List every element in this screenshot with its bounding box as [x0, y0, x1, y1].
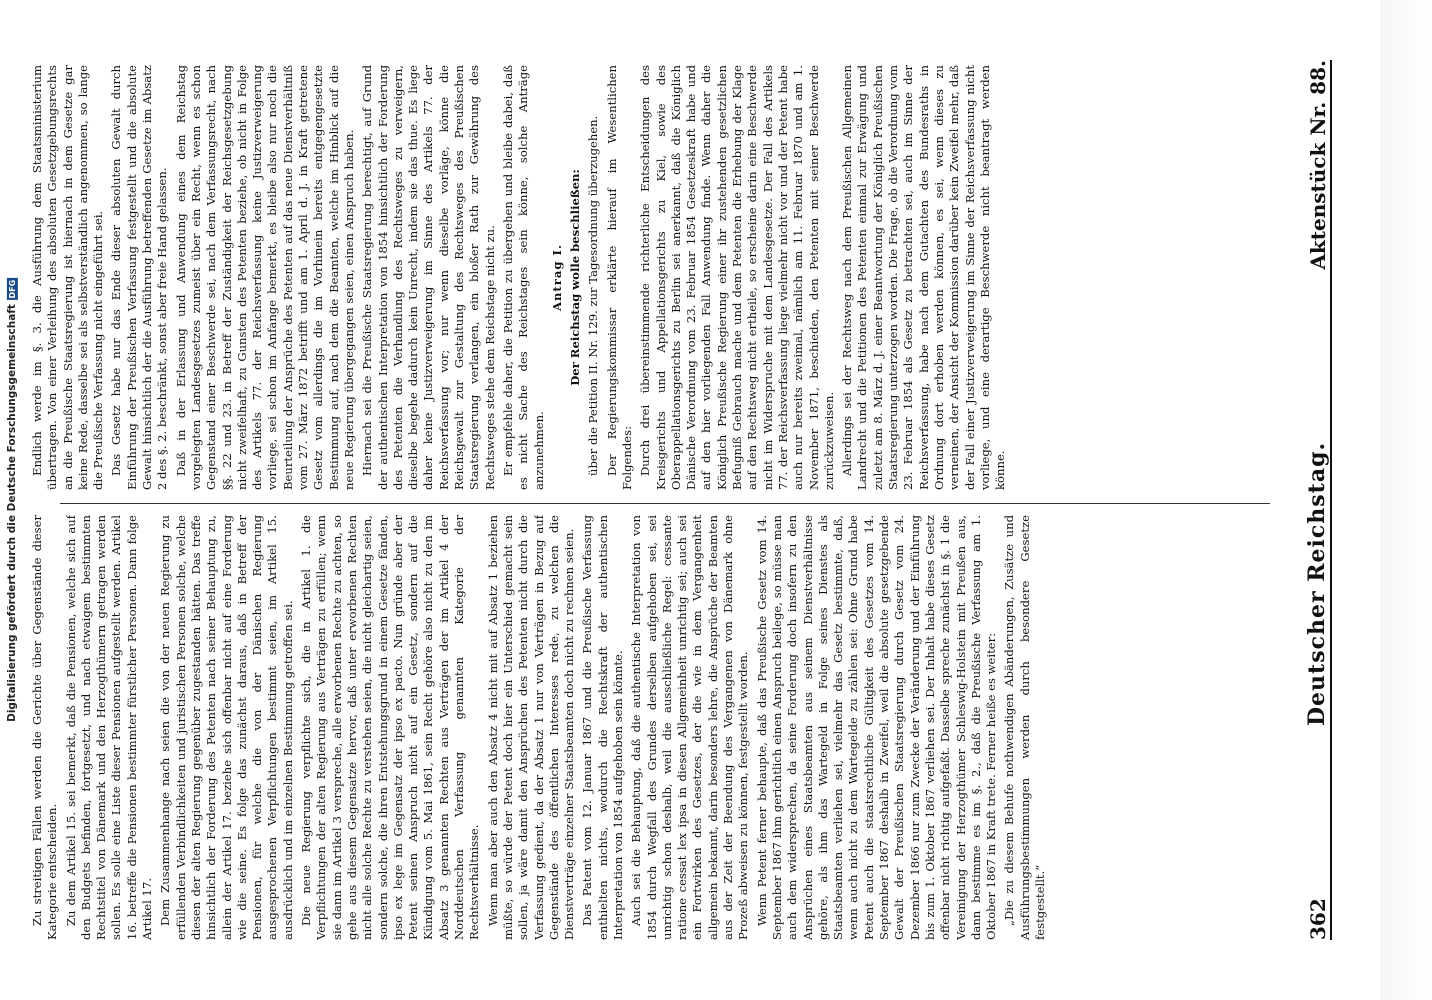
page-header	[1290, 60, 1332, 940]
dfg-logo-icon: DFG	[7, 279, 17, 299]
paragraph: Wenn man aber auch den Absatz 4 nicht mit auf Absatz 1 beziehen müßte, so würde der Petent doch hier ein Unterschied gemacht sein sollen, ja wäre damit den Ansprüchen des Petenten nicht durch die Verfassung gedient, da der Absatz 1 nur von Verträgen in Bezug auf Gegenstände des öffentlichen Interesses rede, zu welchen die Dienstverträge einzelner Staatsbeamten doch nicht zu rechnen seien.	[485, 515, 577, 940]
paragraph: Zu dem Artikel 15. sei bemerkt, daß die Pensionen, welche sich auf den Budgets befinden, fortgesetzt, und nach etwaigem bestimmten Rechtstitel von Dänemark und den Herzogthümern getragen werden sollen. Es solle eine Liste dieser Pensionen aufgestellt werden. Artikel 16. betreffe die Pensionen bestimmter fürstlicher Personen. Dann folge Artikel 17.	[63, 515, 155, 940]
column-divider	[60, 503, 1270, 504]
motion-heading: Antrag I.	[549, 244, 564, 312]
paragraph: Endlich werde im §. 3. die Ausführung dem Staatsministerium übertragen. Von einer Verleihung des absoluten Gesetzgebungsrechts an die Preußische Staatsregierung ist hiernach in dem Gesetze gar keine Rede, dasselbe sei als selbstverständlich angenommen, so lange die Preußische Verfassung nicht eingeführt sei.	[30, 65, 106, 490]
paragraph: Daß in der Erlassung und Anwendung eines dem Reichstag vorgelegten Landesgesetzes zumeist über ein Recht, wenn es schon Gegenstand einer Beschwerde sei, nach dem Verfassungsrecht, nach §§. 22 und 23. in Betreff der Zuständigkeit der Reichsgesetzgebung nicht zweifelhaft, zu Gunsten des Petenten beziehe, ob nicht in Folge des Artikels 77. der Reichsverfassung keine Justizverweigerung vorliege, sei schon im Anfange bemerkt, es bleibe also nur noch die Beurteilung der Ansprüche des Petenten auf das neue Dienstverhältniß vom 27. März 1872 betrifft und am 1. April d. J. in Kraft getretene Gesetz vom allerdings die im Vorhinein bereits entgegengesetzte Bestimmung auf, nach dem die Beamten, welche im Hinblick auf die neue Regierung übergegangen seien, einen Anspruch haben.	[173, 65, 356, 490]
right-column	[30, 65, 1270, 490]
paragraph: Hiernach sei die Preußische Staatsregierung berechtigt, auf Grund der authentischen Interpretation von 1854 hinsichtlich der Forderung des Petenten die Verhandlung des Rechtsweges zu verweigern, dieselbe begehe dadurch kein Unrecht, indem sie das thue. Es liege daher keine Justizverweigerung im Sinne des Artikels 77. der Reichsverfassung vor; nur wenn dieselbe vorläge, könne die Reichsgewalt zur Gestaltung des Rechtsweges des Preußischen Staatsregierung verlangen, ein bloßer Rath zur Gewährung des Rechtsweges stehe dem Reichstage nicht zu.	[360, 65, 497, 490]
motion-intro: Der Reichstag wolle beschließen:	[568, 169, 583, 386]
paragraph: Die neue Regierung verpflichte sich, die in Artikel 1. die Verpflichtungen der alten Regierung aus Verträgen zu erfüllen; wenn sie dann im Artikel 3 verspreche, alle erworbenen Rechte zu achten, so gehe aus diesem Gegensatze hervor, daß unter erworbenen Rechten nicht alle solche Rechte zu verstehen seien, die nicht gleichartig seien, sondern solche, die ihren Entstehungsgrund in einem Gesetze fänden, ipso ex lege im Gegensatz der ipso ex pacto. Nun gründe aber der Petent seinen Anspruch nicht auf ein Gesetz, sondern auf die Kündigung vom 5. Mai 1861, sein Recht gehöre also nicht zu den im Absatz 3 genannten Rechten aus Verträgen der im Artikel 4 der Norddeutschen Verfassung genannten Kategorie der Rechtsverhältnisse.	[299, 515, 482, 940]
paragraph: Allerdings sei der Rechtsweg nach dem Preußischen Allgemeinen Landrecht und die Petitionen des Petenten einmal zur Erwägung und zuletzt am 8. März d. J. einer Beantwortung der Königlich Preußischen Staatsregierung unterzogen worden. Die Frage, ob die Verordnung vom 23. Februar 1854 als Gesetz zu betrachten sei, auch im Sinne der Reichsverfassung, habe nach dem Gutachten des Bundesraths in Ordnung dort erhoben werden können, es sei, wenn dieses zu verneinen, der Ansicht der Kommission darüber kein Zweifel mehr, daß der Fall einer Justizverweigerung im Sinne der Reichsverfassung nicht vorliege, und eine derartige Beschwerde nicht beantragt werden könne.	[840, 65, 1008, 490]
page-number: 362	[1306, 898, 1330, 940]
paragraph: Das Patent vom 12. Januar 1867 und die Preußische Verfassung enthielten nichts, wodurch die Rechtskraft der authentischen Interpretation von 1854 aufgehoben sein könnte.	[580, 515, 625, 940]
paragraph: „Die zu diesem Behufe nothwendigen Abänderungen, Zusätze und Ausführungsbestimmungen werden durch besondere Gesetze festgestellt.“	[1002, 515, 1047, 940]
document-number: Aktenstück Nr. 88.	[1306, 60, 1330, 270]
digitization-credit	[3, 0, 21, 1000]
motion-text: über die Petition II. Nr. 129. zur Tagesordnung überzugehen.	[586, 115, 601, 476]
paragraph: Dem Zusammenhange nach seien die von der neuen Regierung zu erfüllenden Verbindlichkeiten und juristischen Personen solche, welche diesen der alten Regierung gegenüber zugestanden hätten. Das treffe hinsichtlich der Forderung des Petenten nach seiner Behauptung zu, allein der Artikel 17. beziehe sich offenbar nicht auf eine Forderung wie die seine. Es folge das zunächst daraus, daß in Betreff der Pensionen, für welche die von der Dänischen Regierung ausgesprochenen Verpflichtungen bestimmt seien, im Artikel 15. ausdrücklich und im einzelnen Bestimmung getroffen sei.	[158, 515, 295, 940]
paragraph: Zu streitigen Fällen werden die Gerichte über Gegenstände dieser Kategorie entscheiden.	[30, 515, 60, 940]
paragraph: Durch drei übereinstimmende richterliche Entscheidungen des Kreisgerichts und Appellationsgerichts zu Kiel, sowie des Oberappellationsgerichts zu Berlin sei anerkannt, daß die Königlich Dänische Verordnung vom 23. Februar 1854 Gesetzeskraft habe und auf den hier vorliegenden Fall Anwendung finde. Wenn daher die Königlich Preußische Regierung einer ihr zustehenden gesetzlichen Befugniß Gebrauch mache und dem Petenten die Erhebung der Klage auf den Rechtsweg nicht ertheile, so erscheine darin eine Beschwerde nicht im Widerspruche mit dem Landesgesetze. Der Fall des Artikels 77. der Reichsverfassung liege vielmehr nicht vor und der Petent habe auch nur bereits zweimal, nämlich am 11. Februar 1870 und am 1. November 1871, beschieden, den Petenten mit seiner Beschwerde zurückzuweisen.	[638, 65, 836, 490]
credit-text: Digitalisierung gefördert durch die Deutsche Forschungsgemeinschaft	[6, 304, 19, 722]
paragraph: Der Regierungskommissar erklärte hierauf im Wesentlichen Folgendes:	[604, 65, 634, 490]
paragraph: Auch sei die Behauptung, daß die authentische Interpretation von 1854 durch Wegfall des Grundes derselben aufgehoben sei, sei unrichtig schon deshalb, weil die ausschließliche Regel: cessante ratione cessat lex ipsa in diesen Allgemeinheit unrichtig sei; auch sei ein Fortwirken des Gesetzes, der die wie in dem Vergangenheit allgemein bekannt, darin besonders lehre, die Ansprüche der Beamten aus der Zeit der Beendung des Vergangenen von Dänemark ohne Prozeß abweisen zu können, festgestellt worden.	[629, 515, 751, 940]
left-column	[30, 515, 1270, 940]
paragraph: Er empfehle daher, die Petition zu übergehen und bleibe dabei, daß es nicht Sache des Reichstages sein könne, solche Anträge anzunehmen.	[500, 65, 546, 490]
paragraph: Das Gesetz habe nur das Ende dieser absoluten Gewalt durch Einführung der Preußischen Verfassung festgestellt und die absolute Gewalt hinsichtlich der die Ausführung betreffenden Gesetze im Absatz 2 des §. 2. beschränkt, sonst aber freie Hand gelassen.	[109, 65, 170, 490]
paragraph: Wenn Petent ferner behaupte, daß das Preußische Gesetz vom 14. September 1867 ihm gerichtlich einen Anspruch beilege, so müsse man auch dem widersprechen, da seine Forderung doch insofern zu den Ansprüchen eines Staatsbeamten aus seinem Dienstverhältnisse gehöre, als ihm das Wartegeld in Folge seines Dienstes als Staatsbeamten verliehen sei, vielmehr das Gesetz bestimmte, daß, wenn auch nicht zu dem Wartegelde zu zählen sei: Ohne Grund habe Petent auch die staatsrechtliche Gültigkeit des Gesetzes vom 14. September 1867 deshalb in Zweifel, weil die absolute gesetzgebende Gewalt der Preußischen Staatsregierung durch Gesetz vom 24. Dezember 1866 nur zum Zwecke der Veränderung und der Einführung bis zum 1. Oktober 1867 verliehen sei. Der Inhalt habe dieses Gesetz offenbar nicht richtig aufgefaßt. Dasselbe spreche zunächst in §. 1 die Vereinigung der Herzogthümer Schleswig-Holstein mit Preußen aus, dann bestimme es im §. 2., daß die Preußische Verfassung am 1. Oktober 1867 in Kraft trete. Ferner heiße es weiter:	[754, 515, 999, 940]
page-title: Deutscher Reichstag.	[1304, 441, 1330, 727]
